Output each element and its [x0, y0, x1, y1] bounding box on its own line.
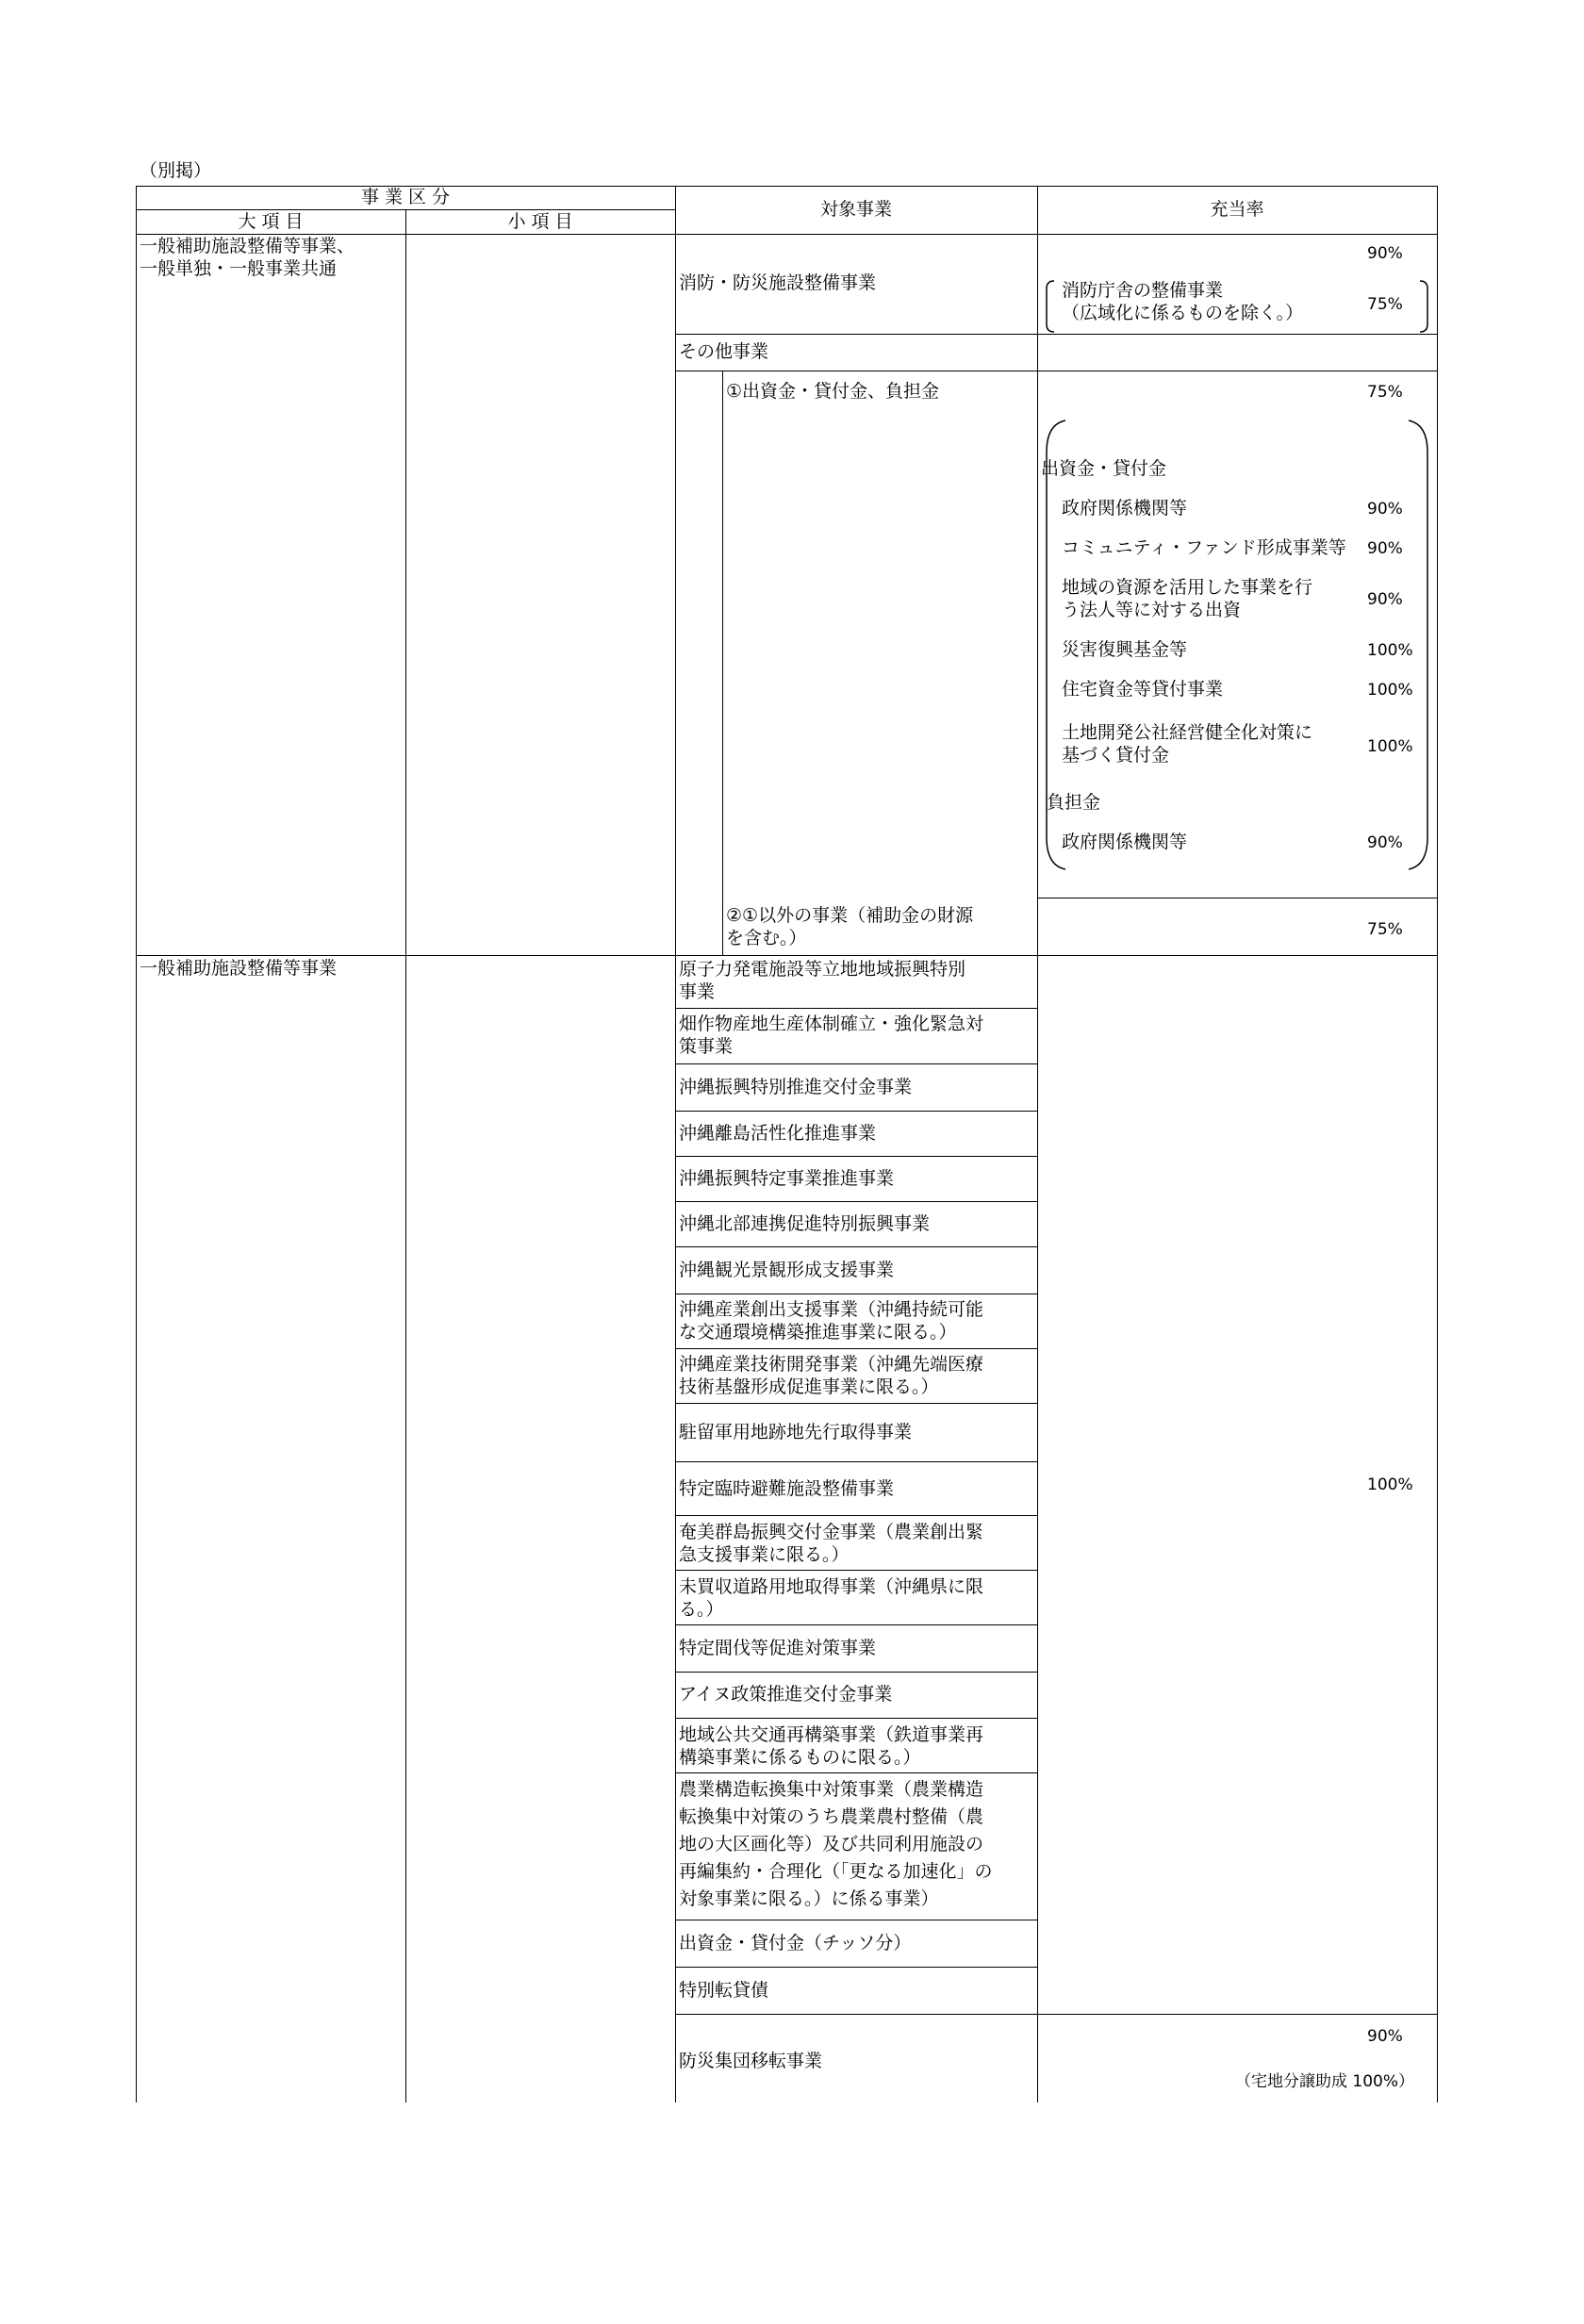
shobo-sub-line2: （広域化に係るものを除く。）: [1062, 303, 1304, 323]
shusshi-item-rate: 90%: [1367, 590, 1403, 609]
row-divider: [675, 1570, 1037, 1571]
section1-category-line1: 一般補助施設整備等事業、: [140, 236, 355, 256]
row-text: 沖縄産業技術開発事業（沖縄先端医療: [679, 1354, 984, 1375]
table-row: 出資金・貸付金（チッソ分）: [679, 1933, 912, 1953]
table-row: 駐留軍用地跡地先行取得事業: [679, 1422, 913, 1442]
table-row: 特別転貸債: [679, 1980, 769, 2001]
header-dai-komoku: 大 項 目: [238, 211, 304, 232]
row-divider: [675, 1672, 1037, 1673]
row-text: 転換集中対策のうち農業農村整備（農: [679, 1806, 984, 1827]
item1-rate: 75%: [1367, 383, 1403, 402]
shobo-rate: 90%: [1367, 244, 1403, 263]
table-row: 特定間伐等促進対策事業: [679, 1638, 877, 1658]
shusshi-item-rate: 90%: [1367, 539, 1403, 558]
row-text: 沖縄産業創出支援事業（沖縄持続可能: [679, 1299, 984, 1320]
row-text: 未買収道路用地取得事業（沖縄県に限: [679, 1576, 984, 1597]
table-row: 沖縄北部連携促進特別振興事業: [679, 1213, 931, 1234]
row-divider: [675, 1156, 1037, 1157]
header-jigyo-kubun: 事 業 区 分: [360, 187, 451, 207]
table-row: アイヌ政策推進交付金事業: [679, 1684, 893, 1705]
futan-item-rate: 90%: [1367, 833, 1403, 852]
table-row: 沖縄離島活性化推進事業: [679, 1123, 877, 1144]
shusshi-item-label: 政府関係機関等: [1062, 498, 1188, 519]
futan-item-label: 政府関係機関等: [1062, 832, 1188, 852]
row-text: 再編集約・合理化（「更なる加速化」の: [679, 1861, 993, 1882]
row-divider: [675, 1461, 1037, 1462]
section1-category-line2: 一般単独・一般事業共通: [140, 258, 338, 279]
row-divider: [675, 1772, 1037, 1773]
table-right-border: [1437, 186, 1438, 2102]
sonota-label: その他事業: [679, 341, 769, 362]
item1-label: ①出資金・貸付金、負担金: [726, 381, 940, 402]
shusshi-item-label: 住宅資金等貸付事業: [1062, 679, 1224, 700]
row-divider: [675, 1403, 1037, 1404]
row-divider: [675, 1063, 1037, 1064]
caption: （別掲）: [140, 160, 212, 181]
shobo-label: 消防・防災施設整備事業: [679, 272, 877, 293]
row-divider: [675, 1348, 1037, 1349]
rows-rate: 100%: [1367, 1475, 1413, 1494]
bosai-sub: （宅地分譲助成 100%）: [1235, 2072, 1415, 2091]
row-text: 急支援事業に限る。）: [679, 1544, 850, 1565]
row-divider: [675, 1201, 1037, 1202]
row-text: 構築事業に係るものに限る。）: [679, 1747, 921, 1768]
shobo-sub-line1: 消防庁舎の整備事業: [1062, 280, 1224, 301]
header-sho-komoku: 小 項 目: [507, 211, 573, 232]
table-row: 特定臨時避難施設整備事業: [679, 1478, 895, 1499]
shusshi-item-label: 地域の資源を活用した事業を行: [1062, 577, 1313, 598]
row-text: 技術基盤形成促進事業に限る。）: [679, 1376, 939, 1397]
header-bottom-border: [136, 234, 1437, 235]
row-text: 農業構造転換集中対策事業（農業構造: [679, 1779, 984, 1800]
row-text: 奄美群島振興交付金事業（農業創出緊: [679, 1522, 984, 1542]
shusshi-item-rate: 100%: [1367, 641, 1413, 660]
table-row: 沖縄観光景観形成支援事業: [679, 1260, 895, 1280]
shusshi-heading: 出資金・貸付金: [1041, 458, 1167, 479]
row-divider: [675, 1515, 1037, 1516]
shusshi-item-rate: 100%: [1367, 737, 1413, 756]
row-divider: [675, 1967, 1037, 1968]
bosai-label: 防災集団移転事業: [679, 2051, 823, 2071]
row-text: 畑作物産地生産体制確立・強化緊急対: [679, 1014, 984, 1034]
shusshi-item-rate: 90%: [1367, 500, 1403, 519]
shusshi-item-label: 基づく貸付金: [1062, 745, 1170, 766]
bosai-rate: 90%: [1367, 2027, 1403, 2046]
shusshi-item-label: コミュニティ・ファンド形成事業等: [1062, 537, 1346, 558]
row-text: 策事業: [679, 1036, 734, 1057]
row-text: 原子力発電施設等立地地域振興特別: [679, 959, 966, 980]
row-text: 地の大区画化等）及び共同利用施設の: [679, 1834, 984, 1854]
section2-category: 一般補助施設整備等事業: [140, 958, 338, 979]
shusshi-item-label: 土地開発公社経営健全化対策に: [1062, 722, 1313, 743]
row-divider: [675, 1111, 1037, 1112]
header-juto-ritsu: 充当率: [1210, 199, 1264, 220]
row-text: 対象事業に限る。）に係る事業）: [679, 1888, 939, 1909]
shusshi-item-label: 災害復興基金等: [1062, 639, 1188, 660]
item2-rate: 75%: [1367, 920, 1403, 939]
row-text: な交通環境構築推進事業に限る。）: [679, 1322, 957, 1343]
row-divider: [675, 1718, 1037, 1719]
row-text: 事業: [679, 981, 716, 1002]
section-divider: [136, 955, 1437, 956]
row-divider: [675, 1624, 1037, 1625]
futan-heading: 負担金: [1047, 792, 1101, 813]
shobo-sub-rate: 75%: [1367, 295, 1403, 314]
table-row: 沖縄振興特別推進交付金事業: [679, 1077, 913, 1097]
column-divider: [405, 209, 406, 2102]
table-left-border: [136, 186, 137, 2102]
row-divider: [675, 1246, 1037, 1247]
item2-label-line1: ②①以外の事業（補助金の財源: [726, 905, 974, 926]
indent-divider: [722, 371, 723, 955]
row-text: る。）: [679, 1599, 724, 1620]
header-taisho-jigyo: 対象事業: [819, 199, 892, 220]
shusshi-item-rate: 100%: [1367, 681, 1413, 700]
item2-label-line2: を含む。）: [726, 928, 807, 948]
table-row: 沖縄振興特定事業推進事業: [679, 1168, 895, 1189]
row-divider: [675, 2014, 1437, 2015]
row-divider: [675, 1008, 1037, 1009]
column-divider: [675, 186, 676, 2102]
shusshi-item-label: う法人等に対する出資: [1062, 600, 1242, 620]
row-text: 地域公共交通再構築事業（鉄道事業再: [679, 1724, 984, 1745]
